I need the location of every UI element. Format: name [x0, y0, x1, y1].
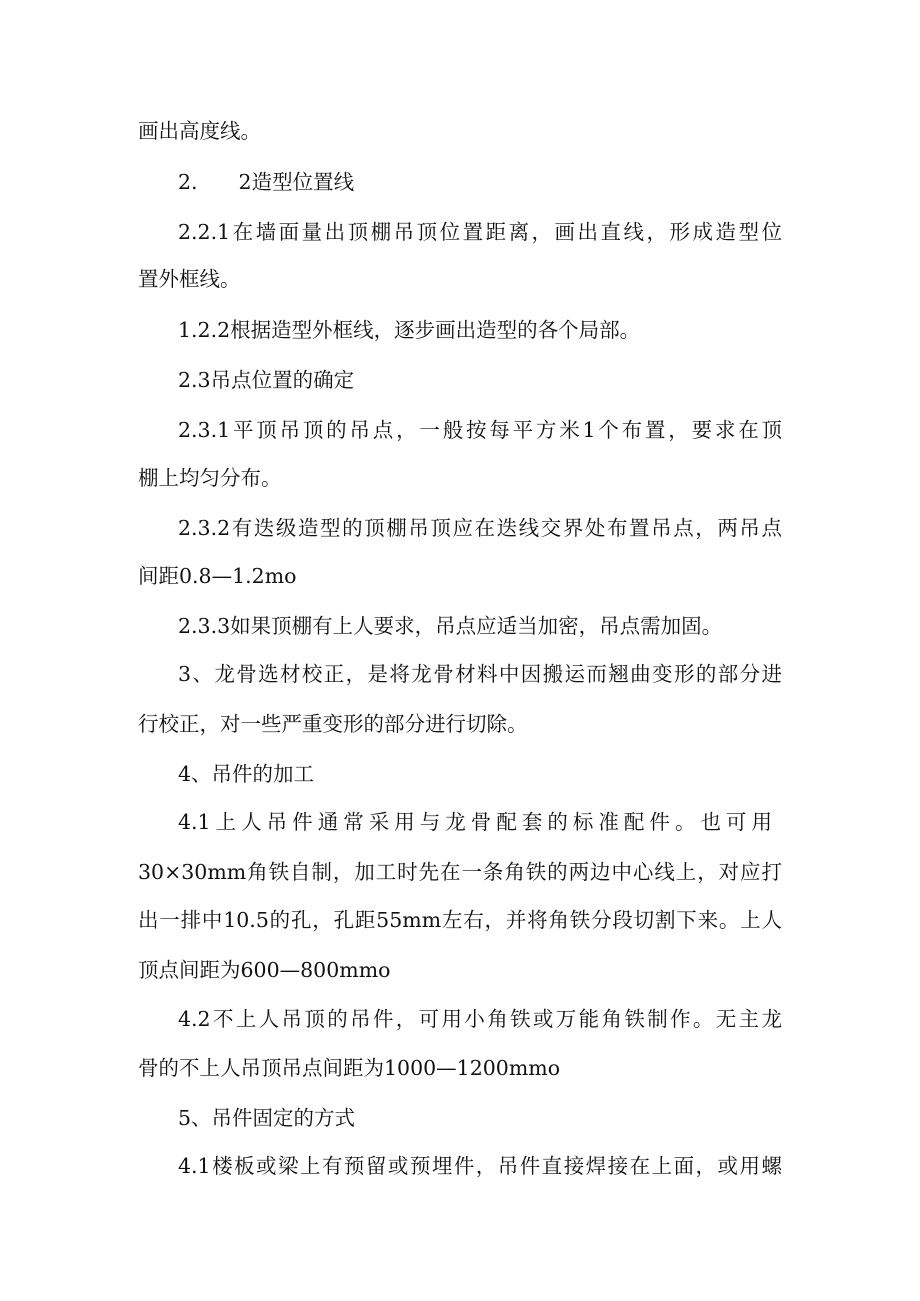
- text-line-12: 3、龙骨选材校正，是将龙骨材料中因搬运而翘曲变形的部分进: [178, 662, 782, 686]
- text-line-20: 骨的不上人吊顶吊点间距为1000—1200mmo: [138, 1056, 561, 1080]
- text-line-22: 4.1楼板或梁上有预留或预埋件，吊件直接焊接在上面，或用螺: [178, 1154, 782, 1178]
- text-line-3: 2.2.1在墙面量出顶棚吊顶位置距离，画出直线，形成造型位: [178, 220, 782, 244]
- text-line-2: 2. 2造型位置线: [178, 170, 355, 194]
- text-line-13: 行校正，对一些严重变形的部分进行切除。: [138, 712, 528, 736]
- text-line-14: 4、吊件的加工: [178, 762, 315, 786]
- text-line-16: 30×30mm角铁自制，加工时先在一条角铁的两边中心线上，对应打: [138, 860, 782, 884]
- text-line-21: 5、吊件固定的方式: [178, 1106, 356, 1130]
- text-line-18: 顶点间距为600—800mmo: [138, 958, 391, 982]
- text-line-4: 置外框线。: [138, 267, 241, 291]
- text-line-8: 棚上均匀分布。: [138, 466, 282, 490]
- text-line-19: 4.2不上人吊顶的吊件，可用小角铁或万能角铁制作。无主龙: [178, 1007, 782, 1031]
- text-line-15: 4.1上人吊件通常采用与龙骨配套的标准配件。也可用: [178, 810, 772, 834]
- text-line-11: 2.3.3如果顶棚有上人要求，吊点应适当加密，吊点需加固。: [178, 614, 723, 638]
- text-line-7: 2.3.1平顶吊顶的吊点，一般按每平方米1个布置，要求在顶: [178, 418, 782, 442]
- text-line-17: 出一排中10.5的孔，孔距55mm左右，并将角铁分段切割下来。上人: [138, 908, 782, 932]
- text-line-5: 1.2.2根据造型外框线，逐步画出造型的各个局部。: [178, 318, 641, 342]
- text-line-10: 间距0.8—1.2mo: [138, 564, 297, 588]
- text-line-9: 2.3.2有迭级造型的顶棚吊顶应在迭线交界处布置吊点，两吊点: [178, 516, 782, 540]
- text-line-1: 画出高度线。: [138, 119, 261, 143]
- text-line-6: 2.3吊点位置的确定: [178, 368, 355, 392]
